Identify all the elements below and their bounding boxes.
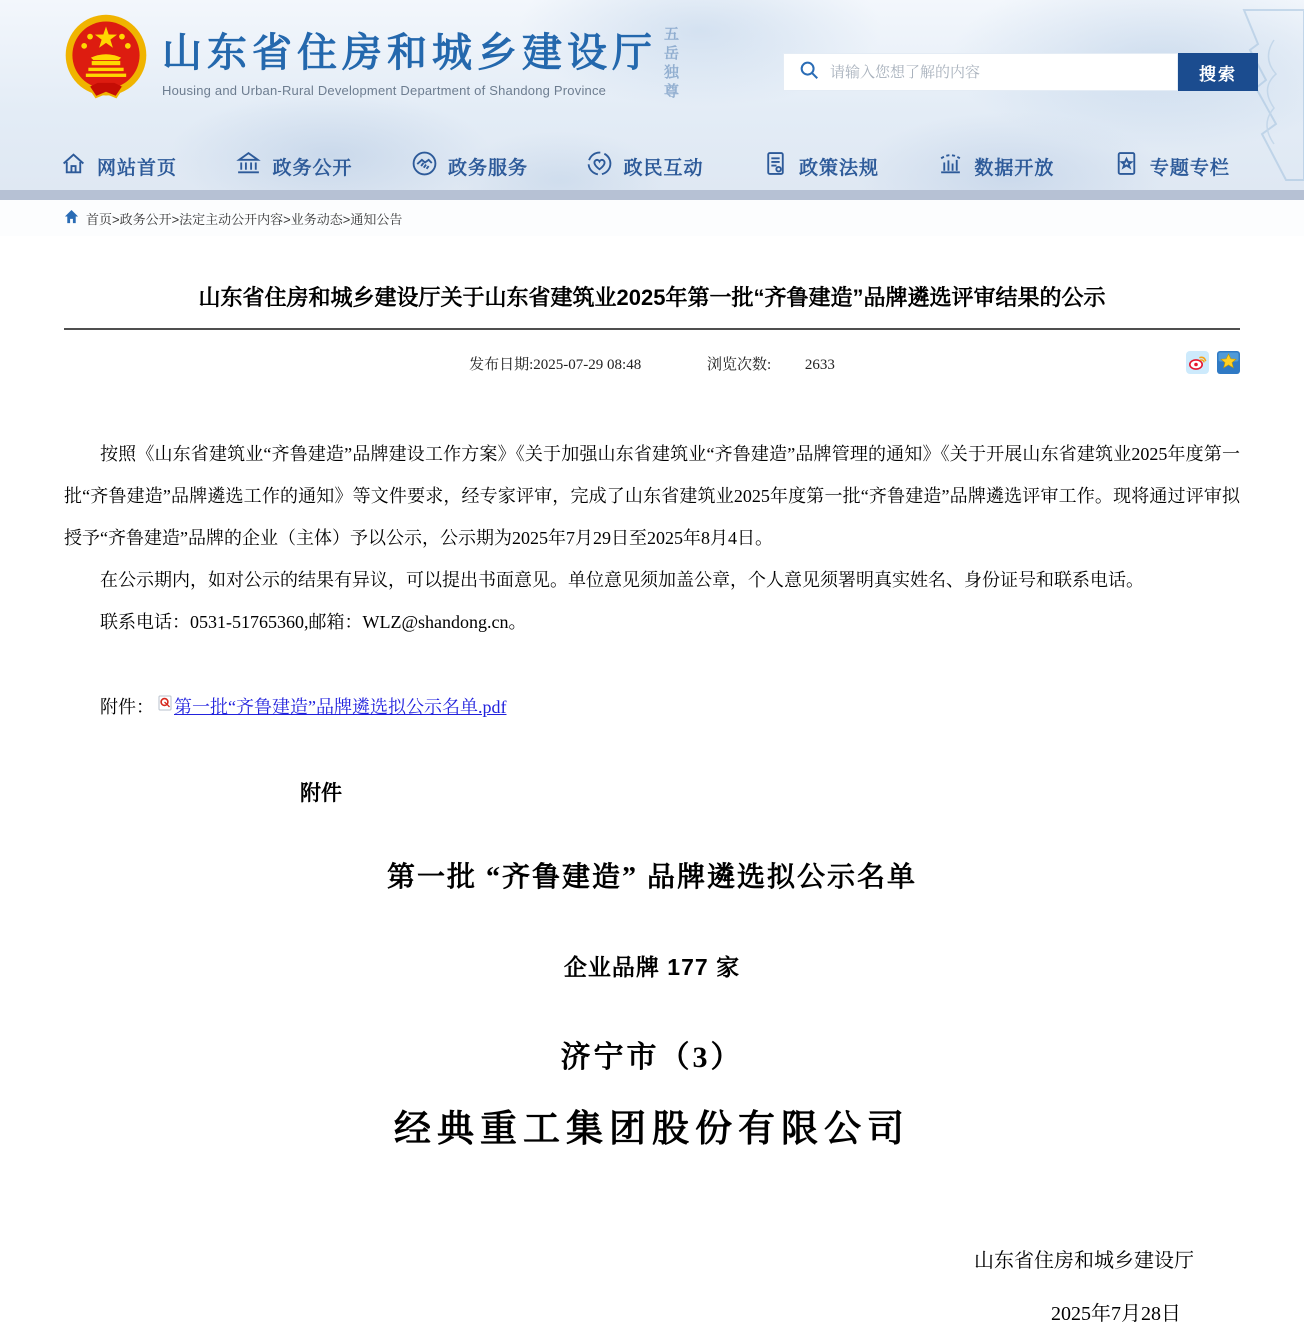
nav-item-special-topics[interactable]: 专题专栏 [1113, 150, 1230, 182]
policy-document-icon [762, 150, 789, 182]
attachment-document-preview [64, 777, 1240, 1342]
breadcrumb-path: 首页>政务公开>法定主动公开内容>业务动态>通知公告 [86, 211, 403, 227]
attachment-pdf-link[interactable]: 第一批“齐鲁建造”品牌遴选拟公示名单.pdf [174, 696, 507, 717]
doc-title: 第一批 “齐鲁建造” 品牌遴选拟公示名单 [386, 861, 917, 893]
site-subtitle: Housing and Urban-Rural Development Department of Shandong Province [162, 83, 607, 98]
signature-date: 2025年7月28日 [1051, 1302, 1181, 1325]
nav-item-gov-services[interactable]: 政务服务 [411, 150, 528, 182]
nav-item-home[interactable]: 网站首页 [60, 150, 177, 182]
search-input[interactable] [830, 54, 1177, 90]
article-body [64, 433, 1240, 643]
paragraph: 按照《山东省建筑业“齐鲁建造”品牌建设工作方案》《关于加强山东省建筑业“齐鲁建造”品牌管理的通知》《关于开展山东省建筑业2025年度第一批“齐鲁建造”品牌遴选工作的通知》等文件要求，经专家评审，完成了山东省建筑业2025年度第一批“齐鲁建造”品牌遴选评审工作。现将通过评审拟授予“齐鲁建造”品牌的企业（主体）予以公示，公示期为2025年7月29日至2025年8月4日。 [64, 443, 1240, 548]
government-building-icon [235, 150, 262, 182]
article-title: 山东省住房和城乡建设厅关于山东省建筑业2025年第一批“齐鲁建造”品牌遴选评审结果的公示 [198, 285, 1106, 310]
doc-city-group: 济宁市（3） [560, 1040, 744, 1074]
site-title: 山东省住房和城乡建设厅 [162, 31, 657, 75]
breadcrumb[interactable] [0, 200, 1304, 236]
paragraph: 在公示期内，如对公示的结果有异议，可以提出书面意见。单位意见须加盖公章，个人意见须署明真实姓名、身份证号和联系电话。 [100, 569, 1144, 590]
title-divider [64, 328, 1240, 330]
article-page [0, 284, 1304, 1342]
interaction-heart-icon [586, 150, 613, 182]
data-chart-icon [937, 150, 964, 182]
header-divider-bar [0, 190, 1304, 200]
publish-date: 发布日期:2025-07-29 08:48 [469, 356, 642, 373]
search-icon [798, 59, 820, 86]
pdf-file-icon [158, 695, 172, 716]
nav-item-open-data[interactable]: 数据开放 [937, 150, 1054, 182]
doc-subtitle: 企业品牌 177 家 [563, 953, 741, 980]
signature-department: 山东省住房和城乡建设厅 [974, 1249, 1194, 1272]
breadcrumb-home-icon [64, 209, 79, 227]
decorative-watermark-text: 五岳独尊 [662, 26, 678, 102]
main-nav [0, 150, 1304, 182]
doc-heading: 附件 [300, 781, 342, 805]
attachment-row [100, 693, 1240, 719]
special-topics-icon [1113, 150, 1140, 182]
views-label: 浏览次数: [706, 356, 772, 373]
nav-item-public-interaction[interactable]: 政民互动 [586, 150, 703, 182]
article-meta [64, 353, 1240, 377]
views-count: 2633 [804, 356, 835, 373]
site-search [783, 53, 1258, 91]
attachment-label: 附件： [100, 696, 154, 717]
search-button[interactable]: 搜索 [1178, 53, 1258, 91]
doc-company-name: 经典重工集团股份有限公司 [394, 1108, 910, 1150]
nav-item-policies[interactable]: 政策法规 [762, 150, 879, 182]
qzone-share-icon[interactable] [1217, 351, 1240, 374]
page-header [0, 0, 1304, 190]
nav-item-gov-disclosure[interactable]: 政务公开 [235, 150, 352, 182]
paragraph: 联系电话：0531-51765360,邮箱：WLZ@shandong.cn。 [100, 611, 527, 632]
weibo-share-icon[interactable] [1186, 351, 1209, 374]
handshake-icon [411, 150, 438, 182]
national-emblem-logo [64, 13, 148, 114]
home-icon [60, 150, 87, 182]
